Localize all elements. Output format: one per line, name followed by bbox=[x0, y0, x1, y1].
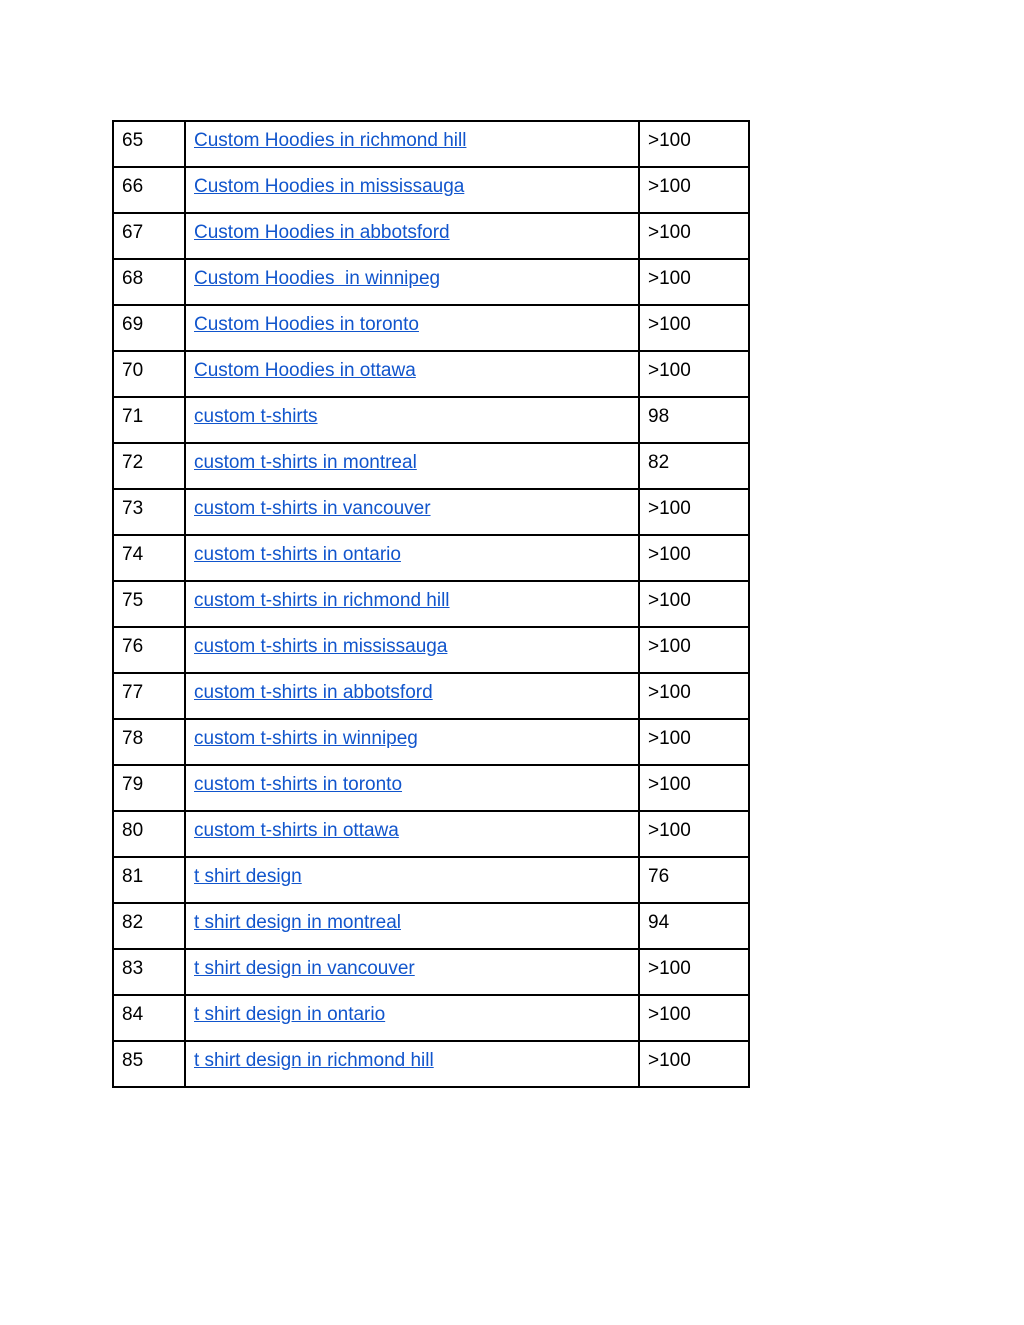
keyword-cell bbox=[185, 949, 639, 995]
rank-value: 82 bbox=[639, 443, 749, 489]
row-number: 71 bbox=[113, 397, 185, 443]
row-number: 68 bbox=[113, 259, 185, 305]
table-row bbox=[113, 857, 749, 903]
keyword-cell bbox=[185, 167, 639, 213]
keyword-cell bbox=[185, 811, 639, 857]
keyword-cell bbox=[185, 259, 639, 305]
row-number: 73 bbox=[113, 489, 185, 535]
keyword-link[interactable]: t shirt design in montreal bbox=[194, 912, 401, 933]
keyword-link[interactable]: custom t-shirts in ottawa bbox=[194, 820, 399, 841]
row-number: 83 bbox=[113, 949, 185, 995]
rank-value: 76 bbox=[639, 857, 749, 903]
table-row bbox=[113, 719, 749, 765]
keyword-cell bbox=[185, 443, 639, 489]
keyword-cell bbox=[185, 673, 639, 719]
table-row bbox=[113, 903, 749, 949]
table-row bbox=[113, 1041, 749, 1087]
row-number: 69 bbox=[113, 305, 185, 351]
table-row bbox=[113, 305, 749, 351]
row-number: 79 bbox=[113, 765, 185, 811]
keyword-cell bbox=[185, 627, 639, 673]
keyword-cell bbox=[185, 305, 639, 351]
keyword-link[interactable]: Custom Hoodies in winnipeg bbox=[194, 268, 441, 289]
keyword-link[interactable]: custom t-shirts in vancouver bbox=[194, 498, 431, 519]
row-number: 76 bbox=[113, 627, 185, 673]
table-row bbox=[113, 673, 749, 719]
rank-value: >100 bbox=[639, 305, 749, 351]
rank-value: >100 bbox=[639, 535, 749, 581]
rank-value: 98 bbox=[639, 397, 749, 443]
keyword-link[interactable]: custom t-shirts in montreal bbox=[194, 452, 417, 473]
table-row bbox=[113, 397, 749, 443]
rank-value: >100 bbox=[639, 1041, 749, 1087]
keyword-link[interactable]: t shirt design in ontario bbox=[194, 1004, 386, 1025]
table-row bbox=[113, 581, 749, 627]
row-number: 82 bbox=[113, 903, 185, 949]
rank-value: >100 bbox=[639, 719, 749, 765]
keyword-cell bbox=[185, 121, 639, 167]
keyword-link[interactable]: t shirt design bbox=[194, 866, 302, 887]
row-number: 70 bbox=[113, 351, 185, 397]
table-row bbox=[113, 535, 749, 581]
row-number: 81 bbox=[113, 857, 185, 903]
table-row bbox=[113, 995, 749, 1041]
keyword-link[interactable]: Custom Hoodies in richmond hill bbox=[194, 130, 467, 151]
keyword-cell bbox=[185, 765, 639, 811]
row-number: 72 bbox=[113, 443, 185, 489]
table-row bbox=[113, 167, 749, 213]
table-body bbox=[113, 121, 749, 1087]
keyword-cell bbox=[185, 213, 639, 259]
table-row bbox=[113, 949, 749, 995]
keyword-cell bbox=[185, 857, 639, 903]
rank-value: >100 bbox=[639, 167, 749, 213]
keyword-cell bbox=[185, 489, 639, 535]
row-number: 65 bbox=[113, 121, 185, 167]
rank-value: >100 bbox=[639, 949, 749, 995]
table-row bbox=[113, 811, 749, 857]
keyword-link[interactable]: custom t-shirts in winnipeg bbox=[194, 728, 418, 749]
keyword-cell bbox=[185, 995, 639, 1041]
row-number: 84 bbox=[113, 995, 185, 1041]
row-number: 80 bbox=[113, 811, 185, 857]
row-number: 78 bbox=[113, 719, 185, 765]
rank-value: >100 bbox=[639, 765, 749, 811]
rank-value: >100 bbox=[639, 489, 749, 535]
keyword-link[interactable]: custom t-shirts in abbotsford bbox=[194, 682, 433, 703]
table-row bbox=[113, 121, 749, 167]
rank-value: >100 bbox=[639, 581, 749, 627]
keyword-cell bbox=[185, 581, 639, 627]
keyword-link[interactable]: Custom Hoodies in mississauga bbox=[194, 176, 465, 197]
row-number: 66 bbox=[113, 167, 185, 213]
rank-value: 94 bbox=[639, 903, 749, 949]
rank-value: >100 bbox=[639, 811, 749, 857]
keyword-cell bbox=[185, 719, 639, 765]
keyword-link[interactable]: custom t-shirts in richmond hill bbox=[194, 590, 450, 611]
keyword-link[interactable]: custom t-shirts in ontario bbox=[194, 544, 401, 565]
rank-value: >100 bbox=[639, 673, 749, 719]
table-row bbox=[113, 489, 749, 535]
row-number: 85 bbox=[113, 1041, 185, 1087]
table-row bbox=[113, 443, 749, 489]
keyword-cell bbox=[185, 351, 639, 397]
keyword-ranking-table bbox=[112, 120, 750, 1088]
rank-value: >100 bbox=[639, 351, 749, 397]
keyword-cell bbox=[185, 903, 639, 949]
keyword-link[interactable]: Custom Hoodies in toronto bbox=[194, 314, 419, 335]
keyword-link[interactable]: Custom Hoodies in abbotsford bbox=[194, 222, 450, 243]
table-row bbox=[113, 765, 749, 811]
rank-value: >100 bbox=[639, 121, 749, 167]
keyword-link[interactable]: t shirt design in richmond hill bbox=[194, 1050, 434, 1071]
rank-value: >100 bbox=[639, 259, 749, 305]
keyword-cell bbox=[185, 1041, 639, 1087]
rank-value: >100 bbox=[639, 213, 749, 259]
row-number: 77 bbox=[113, 673, 185, 719]
table-row bbox=[113, 213, 749, 259]
keyword-link[interactable]: custom t-shirts in toronto bbox=[194, 774, 403, 795]
keyword-link[interactable]: custom t-shirts bbox=[194, 406, 318, 427]
row-number: 74 bbox=[113, 535, 185, 581]
rank-value: >100 bbox=[639, 995, 749, 1041]
keyword-cell bbox=[185, 535, 639, 581]
keyword-link[interactable]: t shirt design in vancouver bbox=[194, 958, 415, 979]
table-row bbox=[113, 627, 749, 673]
table-row bbox=[113, 351, 749, 397]
keyword-link[interactable]: custom t-shirts in mississauga bbox=[194, 636, 448, 657]
keyword-cell bbox=[185, 397, 639, 443]
keyword-link[interactable]: Custom Hoodies in ottawa bbox=[194, 360, 416, 381]
table-row bbox=[113, 259, 749, 305]
rank-value: >100 bbox=[639, 627, 749, 673]
row-number: 75 bbox=[113, 581, 185, 627]
row-number: 67 bbox=[113, 213, 185, 259]
